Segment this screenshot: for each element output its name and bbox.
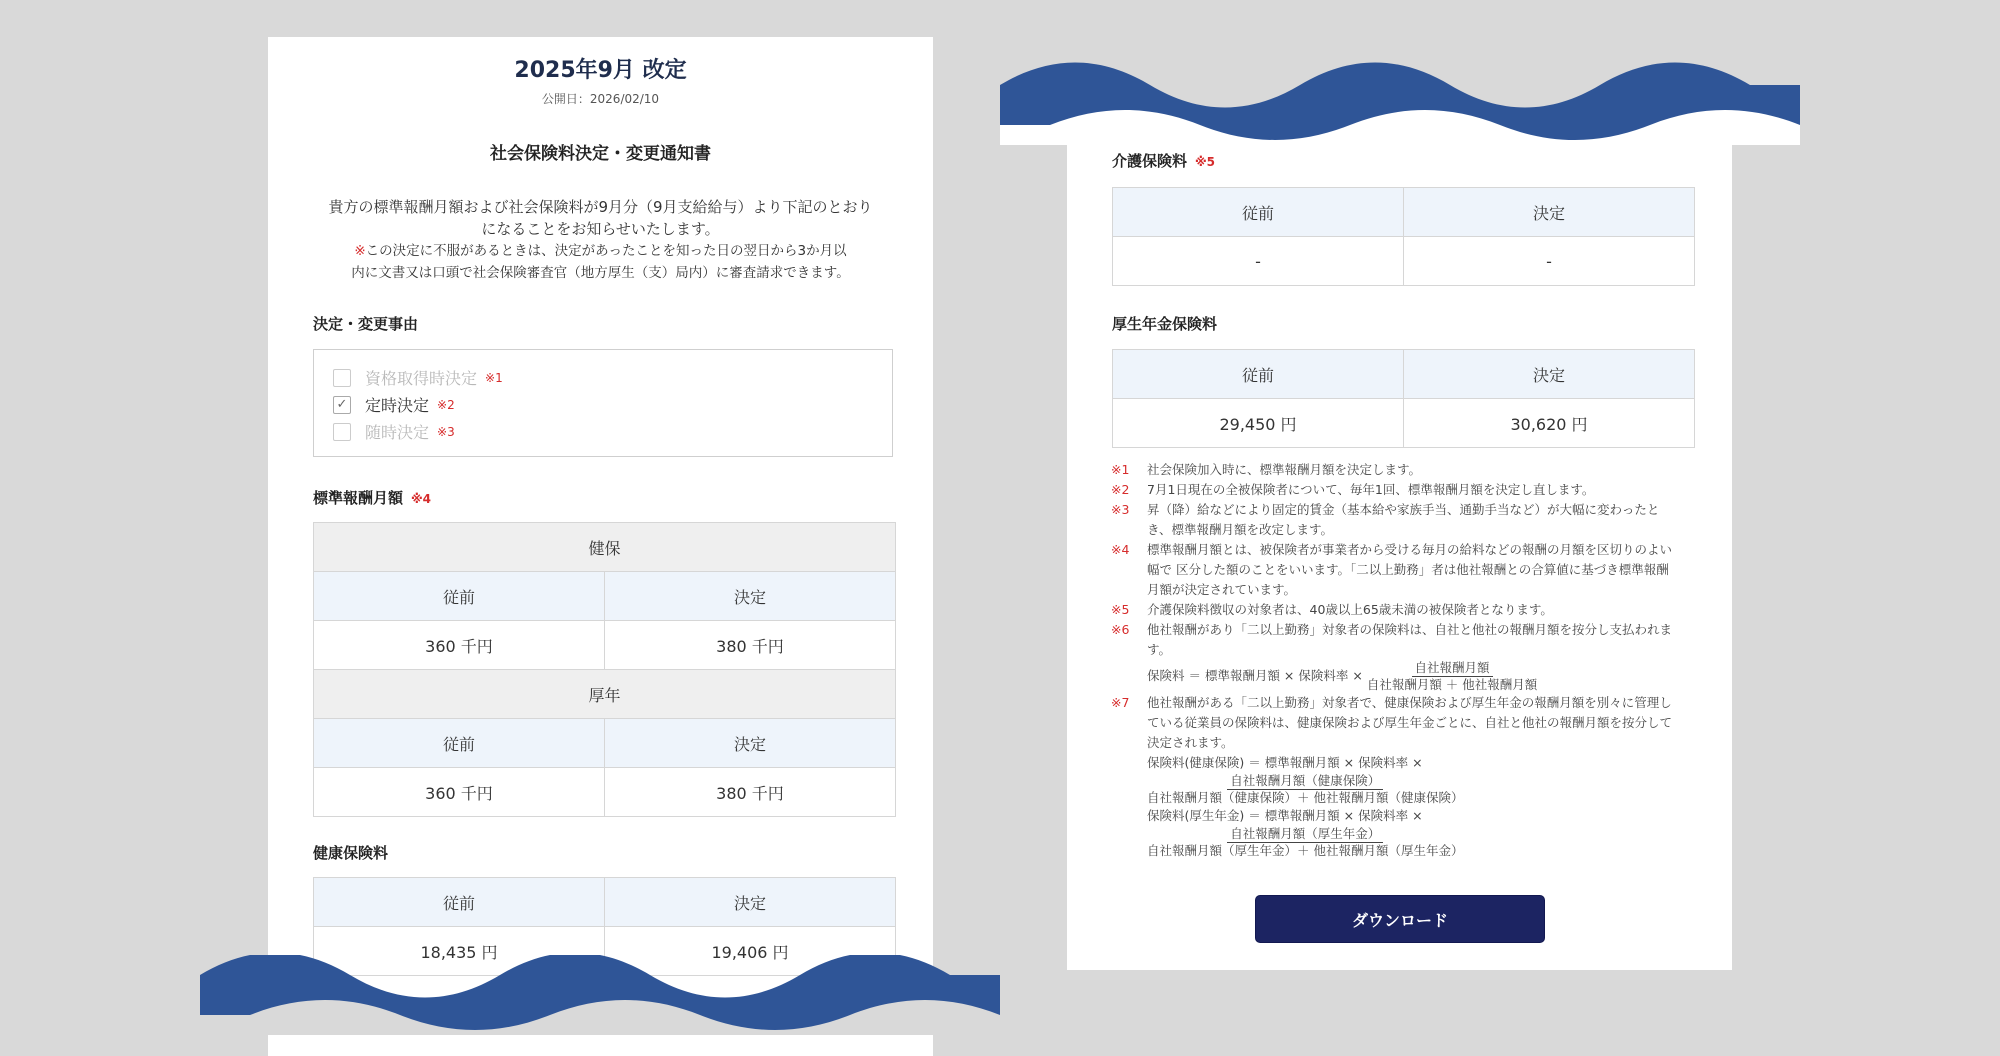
table-row [1113, 350, 1695, 399]
table-row [1113, 399, 1695, 448]
formula-fraction [1147, 773, 1463, 806]
pension-heading: 厚生年金保険料 [1112, 315, 1218, 333]
intro-text [268, 196, 933, 240]
formula-denominator: 自社報酬月額（厚生年金）＋ 他社報酬月額（厚生年金） [1147, 843, 1464, 858]
footnote-mark: ※7 [1111, 695, 1130, 710]
appeal-note-line-2: 内に文書又は口頭で社会保険審査官（地方厚生（支）局内）に審査請求できます。 [351, 265, 850, 281]
group-header-kenpo: 健保 [314, 523, 896, 572]
document-title: 社会保険料決定・変更通知書 [490, 144, 711, 164]
table-row [1113, 188, 1695, 237]
table-row [1113, 237, 1695, 286]
health-insurance-heading: 健康保険料 [313, 844, 389, 862]
pension-before-value: 29,450 円 [1113, 399, 1404, 448]
download-button[interactable]: ダウンロード [1255, 895, 1545, 943]
heading-text: 介護保険料 [1112, 152, 1188, 170]
footnote-text: 社会保険加入時に、標準報酬月額を決定します。 [1147, 462, 1422, 477]
standard-remuneration-table [313, 522, 896, 817]
heading-text: 標準報酬月額 [313, 489, 404, 507]
reason-qualification [333, 364, 873, 391]
footnote-mark: ※3 [1111, 502, 1130, 517]
reason-mark: ※3 [437, 424, 455, 439]
column-header-before: 従前 [1113, 188, 1404, 237]
footnote-mark: ※2 [1111, 482, 1130, 497]
column-header-after: 決定 [1404, 188, 1695, 237]
column-header-before: 従前 [314, 572, 605, 621]
footnote-text: 他社報酬がある「二以上勤務」対象者で、健康保険および厚生年金の報酬月額を別々に管理している従業員の保険料は、健康保険および厚生年金ごとに、自社と他社の報酬月額を按分して決定されます。 [1147, 695, 1673, 750]
heading-mark: ※5 [1195, 155, 1216, 169]
footnote [1111, 480, 1681, 500]
publish-date: 公開日：2026/02/10 [541, 92, 660, 106]
formula-denominator: 自社報酬月額（健康保険）＋ 他社報酬月額（健康保険） [1147, 790, 1464, 805]
footnote-text: 介護保険料徴収の対象者は、40歳以上65歳未満の被保険者となります。 [1147, 602, 1553, 617]
footnote-text: 7月1日現在の全被保険者について、毎年1回、標準報酬月額を決定し直します。 [1147, 482, 1595, 497]
formula-numerator: 自社報酬月額（健康保険） [1227, 773, 1383, 790]
column-header-before: 従前 [314, 878, 605, 927]
table-row [314, 670, 896, 719]
footnote-mark: ※6 [1111, 622, 1130, 637]
footnote [1111, 600, 1681, 620]
standard-remuneration-heading [313, 487, 431, 508]
column-header-after: 決定 [605, 719, 896, 768]
formula-note-7-health [1147, 753, 1681, 806]
footnote-text: 標準報酬月額とは、被保険者が事業者から受ける毎月の給料などの報酬の月額を区切りのよい幅で 区分した額のことをいいます。「二以上勤務」者は他社報酬との合算値に基づき標準報酬月額が決定されています。 [1147, 542, 1673, 597]
footnote [1111, 693, 1681, 753]
group-header-kounen: 厚年 [314, 670, 896, 719]
appeal-note-line-1: この決定に不服があるときは、決定があったことを知った日の翌日から3か月以 [365, 243, 847, 259]
footnote [1111, 500, 1681, 540]
table-row [314, 572, 896, 621]
pension-table [1112, 349, 1695, 448]
notice-left-panel [268, 37, 933, 1056]
care-insurance-table [1112, 187, 1695, 286]
column-header-after: 決定 [605, 572, 896, 621]
formula-numerator: 自社報酬月額（厚生年金） [1227, 826, 1383, 843]
care-before-value: - [1113, 237, 1404, 286]
intro-line-2: になることをお知らせいたします。 [481, 220, 720, 238]
reason-label: 随時決定 [365, 423, 430, 442]
kenpo-before-value: 360 千円 [314, 621, 605, 670]
reason-box [313, 349, 893, 457]
table-row [314, 878, 896, 927]
wave-top-right [1000, 55, 1800, 145]
revision-title: 2025年9月 改定 [514, 58, 687, 83]
footnote [1111, 620, 1681, 660]
reason-checkbox-regular[interactable] [333, 396, 351, 414]
footnote-mark: ※1 [1111, 462, 1130, 477]
reason-heading: 決定・変更事由 [313, 315, 419, 333]
table-row [314, 719, 896, 768]
footnote-mark: ※4 [1111, 542, 1130, 557]
footnote-text: 昇（降）給などにより固定的賃金（基本給や家族手当、通勤手当など）が大幅に変わったとき、標準報酬月額を改定します。 [1147, 502, 1660, 537]
column-header-before: 従前 [1113, 350, 1404, 399]
formula-numerator: 自社報酬月額 [1412, 660, 1493, 677]
heading-mark: ※4 [411, 492, 432, 506]
reason-mark: ※2 [437, 397, 455, 412]
notice-right-panel [1067, 120, 1732, 970]
column-header-after: 決定 [605, 878, 896, 927]
formula-prefix: 保険料(厚生年金) ＝ 標準報酬月額 × 保険料率 × [1147, 808, 1423, 823]
formula-prefix: 保険料(健康保険) ＝ 標準報酬月額 × 保険料率 × [1147, 755, 1423, 770]
formula-fraction [1367, 660, 1537, 693]
formula-note-7-pension [1147, 806, 1681, 859]
kounen-before-value: 360 千円 [314, 768, 605, 817]
note-mark: ※ [354, 243, 366, 259]
footnote [1111, 540, 1681, 600]
health-before-value: 18,435 円 [314, 927, 605, 976]
reason-mark: ※1 [485, 370, 503, 385]
kenpo-after-value: 380 千円 [605, 621, 896, 670]
table-row [314, 523, 896, 572]
table-row [314, 768, 896, 817]
kounen-after-value: 380 千円 [605, 768, 896, 817]
appeal-note [268, 240, 933, 284]
reason-label: 資格取得時決定 [365, 369, 478, 388]
care-insurance-heading [1112, 150, 1215, 171]
column-header-before: 従前 [314, 719, 605, 768]
reason-occasional [333, 418, 873, 445]
formula-note-6 [1147, 660, 1681, 693]
table-row [314, 621, 896, 670]
footnote [1111, 460, 1681, 480]
formula-fraction [1147, 826, 1463, 859]
check-icon: ✓ [336, 397, 348, 412]
formula-denominator: 自社報酬月額 ＋ 他社報酬月額 [1366, 677, 1538, 692]
care-after-value: - [1404, 237, 1695, 286]
footnotes [1111, 460, 1681, 859]
formula-prefix: 保険料 ＝ 標準報酬月額 × 保険料率 × [1147, 668, 1363, 683]
notice-header [268, 37, 933, 284]
footnote-text: 他社報酬があり「二以上勤務」対象者の保険料は、自社と他社の報酬月額を按分し支払われます。 [1147, 622, 1673, 657]
pension-after-value: 30,620 円 [1404, 399, 1695, 448]
column-header-after: 決定 [1404, 350, 1695, 399]
reason-checkbox-qualification[interactable] [333, 369, 351, 387]
reason-regular [333, 391, 873, 418]
health-after-value: 19,406 円 [605, 927, 896, 976]
intro-line-1: 貴方の標準報酬月額および社会保険料が9月分（9月支給給与）より下記のとおり [328, 198, 873, 216]
reason-checkbox-occasional[interactable] [333, 423, 351, 441]
reason-label: 定時決定 [365, 396, 430, 415]
wave-bottom-left [200, 955, 1000, 1035]
footnote-mark: ※5 [1111, 602, 1130, 617]
